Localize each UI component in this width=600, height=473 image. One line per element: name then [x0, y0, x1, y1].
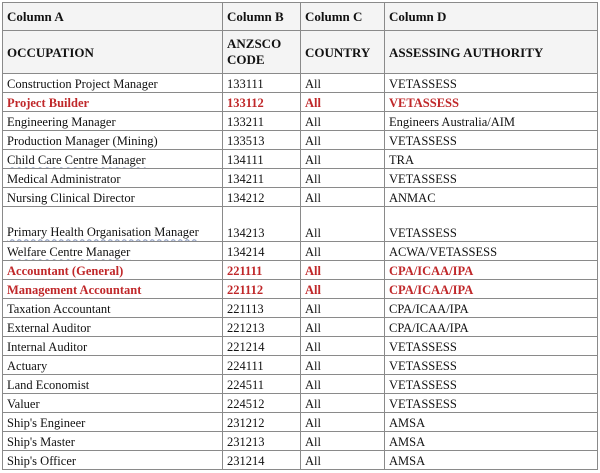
column-c-label: Column C: [301, 3, 385, 31]
table-row: [3, 451, 598, 470]
code-cell-text: 134111: [227, 153, 264, 167]
authority-cell: [385, 356, 598, 375]
occupation-cell: [3, 131, 223, 150]
country-cell-text: All: [305, 359, 321, 373]
authority-cell: [385, 375, 598, 394]
country-cell: [301, 188, 385, 207]
table-body: [3, 74, 598, 470]
table-row: [3, 131, 598, 150]
country-cell-text: All: [305, 172, 321, 186]
country-cell-text: All: [305, 77, 321, 91]
authority-cell-text: AMSA: [389, 435, 426, 449]
country-cell-text: All: [305, 454, 321, 468]
authority-cell-text: VETASSESS: [389, 172, 457, 186]
occupation-cell: [3, 413, 223, 432]
column-b-label: Column B: [223, 3, 301, 31]
code-cell: [223, 432, 301, 451]
authority-cell-text: VETASSESS: [389, 340, 457, 354]
occupation-cell-text: Construction Project Manager: [7, 77, 158, 91]
authority-cell-text: ANMAC: [389, 191, 436, 205]
occupation-cell-text: Actuary: [7, 359, 48, 373]
authority-cell: [385, 451, 598, 470]
code-cell: [223, 188, 301, 207]
occupation-cell-text: Ship's Officer: [7, 454, 77, 468]
code-cell: [223, 150, 301, 169]
occupation-cell: [3, 207, 223, 242]
code-cell: [223, 261, 301, 280]
country-cell-text: All: [305, 96, 321, 110]
occupation-cell-text: Child Care Centre Manager: [7, 153, 146, 167]
country-cell-text: All: [305, 134, 321, 148]
table-row: [3, 413, 598, 432]
occupation-cell-text: Welfare Centre Manager: [7, 245, 131, 259]
country-cell: [301, 299, 385, 318]
authority-cell: [385, 261, 598, 280]
code-cell-text: 221214: [227, 340, 265, 354]
authority-cell-text: AMSA: [389, 416, 426, 430]
code-cell: [223, 375, 301, 394]
code-cell-text: 133513: [227, 134, 265, 148]
occupation-cell-text: Primary Health Organisation Manager: [7, 225, 199, 239]
code-cell-text: 221112: [227, 283, 264, 297]
authority-cell-text: VETASSESS: [389, 134, 457, 148]
country-cell: [301, 451, 385, 470]
authority-cell-text: CPA/ICAA/IPA: [389, 302, 469, 316]
occupation-cell: [3, 74, 223, 93]
country-cell-text: All: [305, 435, 321, 449]
table-row: [3, 356, 598, 375]
country-cell: [301, 112, 385, 131]
occupation-cell: [3, 299, 223, 318]
authority-cell-text: CPA/ICAA/IPA: [389, 283, 474, 297]
country-cell-text: All: [305, 153, 321, 167]
column-d-label: Column D: [385, 3, 598, 31]
authority-cell: [385, 169, 598, 188]
code-header-text: ANZSCO CODE: [227, 36, 282, 67]
authority-cell-text: VETASSESS: [389, 96, 459, 110]
country-cell-text: All: [305, 191, 321, 205]
country-cell-text: All: [305, 283, 321, 297]
country-cell-text: All: [305, 340, 321, 354]
occupation-cell: [3, 93, 223, 112]
country-cell: [301, 375, 385, 394]
table-row: [3, 318, 598, 337]
occupation-cell-text: Ship's Engineer: [7, 416, 86, 430]
code-cell-text: 231213: [227, 435, 265, 449]
table-row: [3, 242, 598, 261]
code-cell: [223, 413, 301, 432]
authority-cell-text: Engineers Australia/AIM: [389, 115, 516, 129]
code-cell-text: 134212: [227, 191, 265, 205]
occupation-cell-text: Land Economist: [7, 378, 90, 392]
code-cell: [223, 74, 301, 93]
country-cell-text: All: [305, 302, 321, 316]
occupation-cell-text: Medical Administrator: [7, 172, 121, 186]
table-row: [3, 150, 598, 169]
country-cell: [301, 432, 385, 451]
authority-cell: [385, 432, 598, 451]
authority-cell-text: VETASSESS: [389, 378, 457, 392]
country-cell: [301, 280, 385, 299]
authority-cell: [385, 150, 598, 169]
country-cell: [301, 207, 385, 242]
code-cell: [223, 337, 301, 356]
authority-cell: [385, 93, 598, 112]
code-cell-text: 221111: [227, 264, 263, 278]
authority-cell-text: TRA: [389, 153, 414, 167]
code-cell-text: 134213: [227, 226, 265, 240]
code-cell-text: 133111: [227, 77, 264, 91]
authority-cell: [385, 337, 598, 356]
code-cell: [223, 112, 301, 131]
occupation-cell-text: Production Manager (Mining): [7, 134, 158, 148]
code-cell: [223, 169, 301, 188]
code-cell: [223, 242, 301, 261]
country-cell: [301, 318, 385, 337]
code-cell-text: 231212: [227, 416, 265, 430]
occupation-cell: [3, 188, 223, 207]
code-cell-text: 221213: [227, 321, 265, 335]
occupation-cell-text: Management Accountant: [7, 283, 142, 297]
table-row: [3, 74, 598, 93]
authority-cell: [385, 131, 598, 150]
country-cell: [301, 169, 385, 188]
authority-cell: [385, 394, 598, 413]
occupation-cell: [3, 337, 223, 356]
occupation-cell: [3, 261, 223, 280]
country-cell-text: All: [305, 264, 321, 278]
table-row: [3, 112, 598, 131]
country-cell: [301, 261, 385, 280]
code-cell-text: 134214: [227, 245, 265, 259]
country-header: COUNTRY: [301, 31, 385, 74]
code-cell: [223, 207, 301, 242]
occupation-cell-text: Engineering Manager: [7, 115, 116, 129]
country-cell: [301, 413, 385, 432]
country-cell-text: All: [305, 378, 321, 392]
authority-cell: [385, 242, 598, 261]
code-cell: [223, 131, 301, 150]
header-row: [3, 31, 598, 74]
occupation-cell: [3, 356, 223, 375]
occupation-cell: [3, 375, 223, 394]
authority-cell-text: VETASSESS: [389, 77, 457, 91]
country-cell: [301, 150, 385, 169]
authority-cell-text: ACWA/VETASSESS: [389, 245, 498, 259]
table-row: [3, 432, 598, 451]
occupation-cell: [3, 432, 223, 451]
occupation-cell-text: External Auditor: [7, 321, 91, 335]
occupation-cell: [3, 318, 223, 337]
code-cell-text: 231214: [227, 454, 265, 468]
country-cell: [301, 337, 385, 356]
table-row: [3, 280, 598, 299]
occupation-cell-text: Taxation Accountant: [7, 302, 111, 316]
country-cell-text: All: [305, 416, 321, 430]
authority-cell: [385, 112, 598, 131]
authority-cell-text: VETASSESS: [389, 226, 457, 240]
occupation-cell: [3, 169, 223, 188]
country-cell-text: All: [305, 397, 321, 411]
authority-cell: [385, 413, 598, 432]
table-row: [3, 337, 598, 356]
country-cell-text: All: [305, 226, 321, 240]
occupation-cell: [3, 451, 223, 470]
authority-cell-text: VETASSESS: [389, 359, 457, 373]
table-row: [3, 207, 598, 242]
table-row: [3, 375, 598, 394]
code-cell: [223, 451, 301, 470]
column-a-label: Column A: [3, 3, 223, 31]
code-header: [223, 31, 301, 74]
code-cell: [223, 394, 301, 413]
code-cell-text: 224511: [227, 378, 265, 392]
country-cell: [301, 356, 385, 375]
table-row: [3, 169, 598, 188]
authority-cell: [385, 74, 598, 93]
table-row: [3, 261, 598, 280]
authority-cell-text: VETASSESS: [389, 397, 457, 411]
authority-cell: [385, 188, 598, 207]
authority-cell-text: CPA/ICAA/IPA: [389, 321, 469, 335]
occupation-cell-text: Nursing Clinical Director: [7, 191, 135, 205]
code-cell: [223, 299, 301, 318]
occupation-header: OCCUPATION: [3, 31, 223, 74]
country-cell-text: All: [305, 245, 321, 259]
country-cell: [301, 394, 385, 413]
code-cell: [223, 93, 301, 112]
occupation-cell: [3, 150, 223, 169]
table-row: [3, 394, 598, 413]
occupation-table: [2, 2, 598, 470]
occupation-cell-text: Valuer: [7, 397, 40, 411]
code-cell: [223, 356, 301, 375]
table-row: [3, 93, 598, 112]
code-cell: [223, 318, 301, 337]
code-cell-text: 133112: [227, 96, 264, 110]
country-cell: [301, 74, 385, 93]
occupation-cell-text: Project Builder: [7, 96, 90, 110]
country-cell: [301, 93, 385, 112]
authority-cell: [385, 280, 598, 299]
country-cell: [301, 131, 385, 150]
table-row: [3, 188, 598, 207]
column-letter-row: [3, 3, 598, 31]
occupation-cell-text: Ship's Master: [7, 435, 75, 449]
code-cell-text: 224111: [227, 359, 264, 373]
occupation-cell: [3, 394, 223, 413]
authority-cell: [385, 299, 598, 318]
authority-cell: [385, 207, 598, 242]
occupation-cell: [3, 242, 223, 261]
code-cell-text: 221113: [227, 302, 264, 316]
authority-header: ASSESSING AUTHORITY: [385, 31, 598, 74]
occupation-cell: [3, 112, 223, 131]
authority-cell-text: CPA/ICAA/IPA: [389, 264, 474, 278]
occupation-cell: [3, 280, 223, 299]
authority-cell: [385, 318, 598, 337]
country-cell-text: All: [305, 115, 321, 129]
code-cell-text: 134211: [227, 172, 265, 186]
code-cell-text: 224512: [227, 397, 265, 411]
occupation-cell-text: Accountant (General): [7, 264, 124, 278]
authority-cell-text: AMSA: [389, 454, 426, 468]
code-cell: [223, 280, 301, 299]
table-row: [3, 299, 598, 318]
code-cell-text: 133211: [227, 115, 265, 129]
country-cell-text: All: [305, 321, 321, 335]
occupation-cell-text: Internal Auditor: [7, 340, 88, 354]
country-cell: [301, 242, 385, 261]
